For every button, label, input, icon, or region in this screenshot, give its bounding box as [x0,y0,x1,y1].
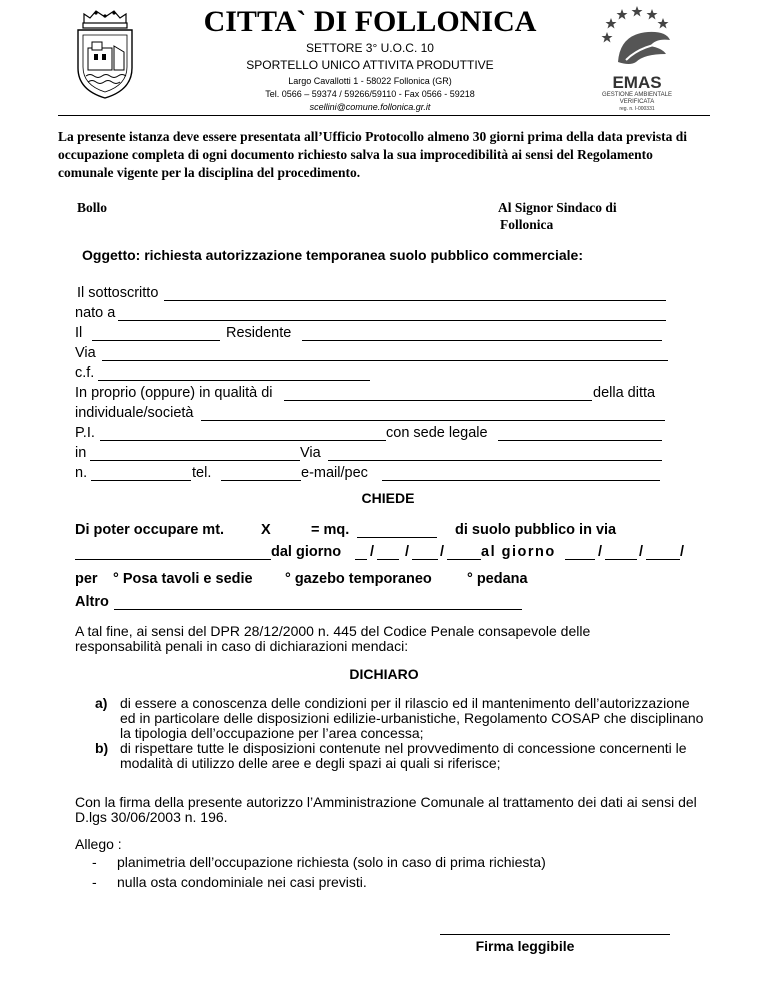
field-dal-aa[interactable] [412,559,438,560]
allego-dash-1: - [92,854,97,870]
emas-logo [596,4,678,116]
field-mq[interactable] [357,537,437,538]
emas-title: EMAS [612,73,662,92]
label-in: in [75,445,87,461]
privacy-text: Con la firma della presente autorizzo l’Amministrazione Comunale al trattamento dei dati ai sensi del D.lgs 30/06/2003 n. 196. [75,794,697,825]
label-via2: Via [300,445,321,461]
header-settore: SETTORE 3° U.O.C. 10 [306,41,434,55]
field-al-aa[interactable] [646,559,680,560]
field-sede[interactable] [498,440,662,441]
header-divider [58,115,710,116]
option-tavoli-sedie[interactable]: ° Posa tavoli e sedie [113,571,253,587]
dichiaro-text-a: di essere a conoscenza delle condizioni per il rilascio ed il mantenimento dell’autorizzazione ed in particolare delle disposizioni edilizie-urbanistiche, Regolamento COSAP che disciplinano la tipologia dell’occupazione per l’area concessa; [120,695,704,741]
dichiaro-heading: DICHIARO [349,666,419,682]
field-al-mm[interactable] [605,559,637,560]
slash-1: / [370,544,375,560]
field-sottoscritto[interactable] [164,300,666,301]
allego-dash-2: - [92,874,97,890]
allego-item-2 [92,873,367,891]
allego-text-2: nulla osta condominiale nei casi previsti. [117,874,367,890]
header-phone: Tel. 0566 – 59374 / 59266/59110 - Fax 0566 - 59218 [265,89,475,99]
field-al-gg[interactable] [565,559,595,560]
label-tel: tel. [192,465,212,481]
label-in-proprio: In proprio (oppure) in qualità di [75,385,273,401]
field-dal-mm[interactable] [377,559,399,560]
field-tel[interactable] [221,480,301,481]
label-il: Il [75,325,83,341]
field-dal-extra[interactable] [447,559,481,560]
emas-line1: GESTIONE AMBIENTALE [602,92,672,98]
field-qualita[interactable] [284,400,592,401]
label-occupare: Di poter occupare mt. [75,522,225,538]
field-n[interactable] [91,480,191,481]
recipient-line2: Follonica [500,217,554,232]
label-con-sede: con sede legale [386,425,488,441]
slash-3: / [440,544,445,560]
field-il[interactable] [92,340,220,341]
label-x: X [261,522,271,538]
bollo-label: Bollo [77,200,108,215]
label-nato-a: nato a [75,305,116,321]
label-suolo: di suolo pubblico in via [455,522,617,538]
city-name: CITTA` DI FOLLONICA [203,5,537,38]
label-pi: P.I. [75,425,95,441]
signature-line[interactable] [440,934,670,935]
chiede-heading: CHIEDE [361,490,415,506]
label-individuale: individuale/società [75,405,194,421]
field-via2[interactable] [328,460,662,461]
header-office: SPORTELLO UNICO ATTIVITA PRODUTTIVE [246,58,494,72]
field-individuale[interactable] [201,420,665,421]
field-via[interactable] [102,360,668,361]
emas-line2: VERIFICATA [619,99,655,105]
label-mq: = mq. [311,522,350,538]
recipient-line1: Al Signor Sindaco di [498,200,617,215]
slash-5: / [639,544,644,560]
slash-6: / [680,544,685,560]
option-gazebo[interactable]: ° gazebo temporaneo [285,571,432,587]
label-al-giorno: al giorno [481,544,556,560]
field-altro[interactable] [114,609,522,610]
city-crest-logo [70,8,140,100]
header-address: Largo Cavallotti 1 - 58022 Follonica (GR) [288,76,452,86]
allego-text-1: planimetria dell’occupazione richiesta (solo in caso di prima richiesta) [117,854,546,870]
label-sottoscritto: Il sottoscritto [77,285,159,301]
field-in[interactable] [90,460,300,461]
option-pedana[interactable]: ° pedana [467,571,528,587]
label-email: e-mail/pec [301,465,368,481]
dichiaro-text-b: di rispettare tutte le disposizioni contenute nel provvedimento di concessione concernenti le modalità di utilizzo delle aree e degli spazi ai quali si riferisce; [120,740,687,771]
header-email: scellini@comune.follonica.gr.it [309,102,431,112]
slash-2: / [405,544,410,560]
field-via-suolo[interactable] [75,559,271,560]
notice-text: La presente istanza deve essere presentata all’Ufficio Protocollo almeno 30 giorni prima della data prevista di occupazione completa di ogni documento richiesto salva la sua improcedibilità ai sensi del Regolamento comunale vigente per la disciplina del procedimento. [58,129,688,180]
dichiaro-marker-b: b) [95,740,109,756]
field-pi[interactable] [100,440,386,441]
field-nato-a[interactable] [118,320,666,321]
label-dal-giorno: dal giorno [271,544,342,560]
allego-heading: Allego : [75,836,122,852]
emas-reg: reg. n. I-000331 [619,106,655,112]
field-dal-gg[interactable] [355,559,367,560]
slash-4: / [598,544,603,560]
allego-item-1 [92,853,546,871]
label-altro: Altro [75,594,109,610]
dichiaro-marker-a: a) [95,695,108,711]
label-cf: c.f. [75,365,95,381]
subject-line: Oggetto: richiesta autorizzazione temporanea suolo pubblico commerciale: [82,247,583,263]
label-n: n. [75,465,88,481]
dichiaro-item-b [95,741,707,771]
field-cf[interactable] [98,380,370,381]
dichiaro-item-a [95,696,707,741]
label-per: per [75,571,98,587]
label-via: Via [75,345,96,361]
dichiaro-list [95,696,707,771]
label-della-ditta: della ditta [593,385,656,401]
label-residente: Residente [226,325,292,341]
field-residente[interactable] [302,340,662,341]
field-email[interactable] [382,480,660,481]
signature-label: Firma leggibile [475,938,575,954]
dpr-text: A tal fine, ai sensi del DPR 28/12/2000 n. 445 del Codice Penale consapevole delle responsabilità penali in caso di dichiarazioni mendaci: [75,623,591,654]
